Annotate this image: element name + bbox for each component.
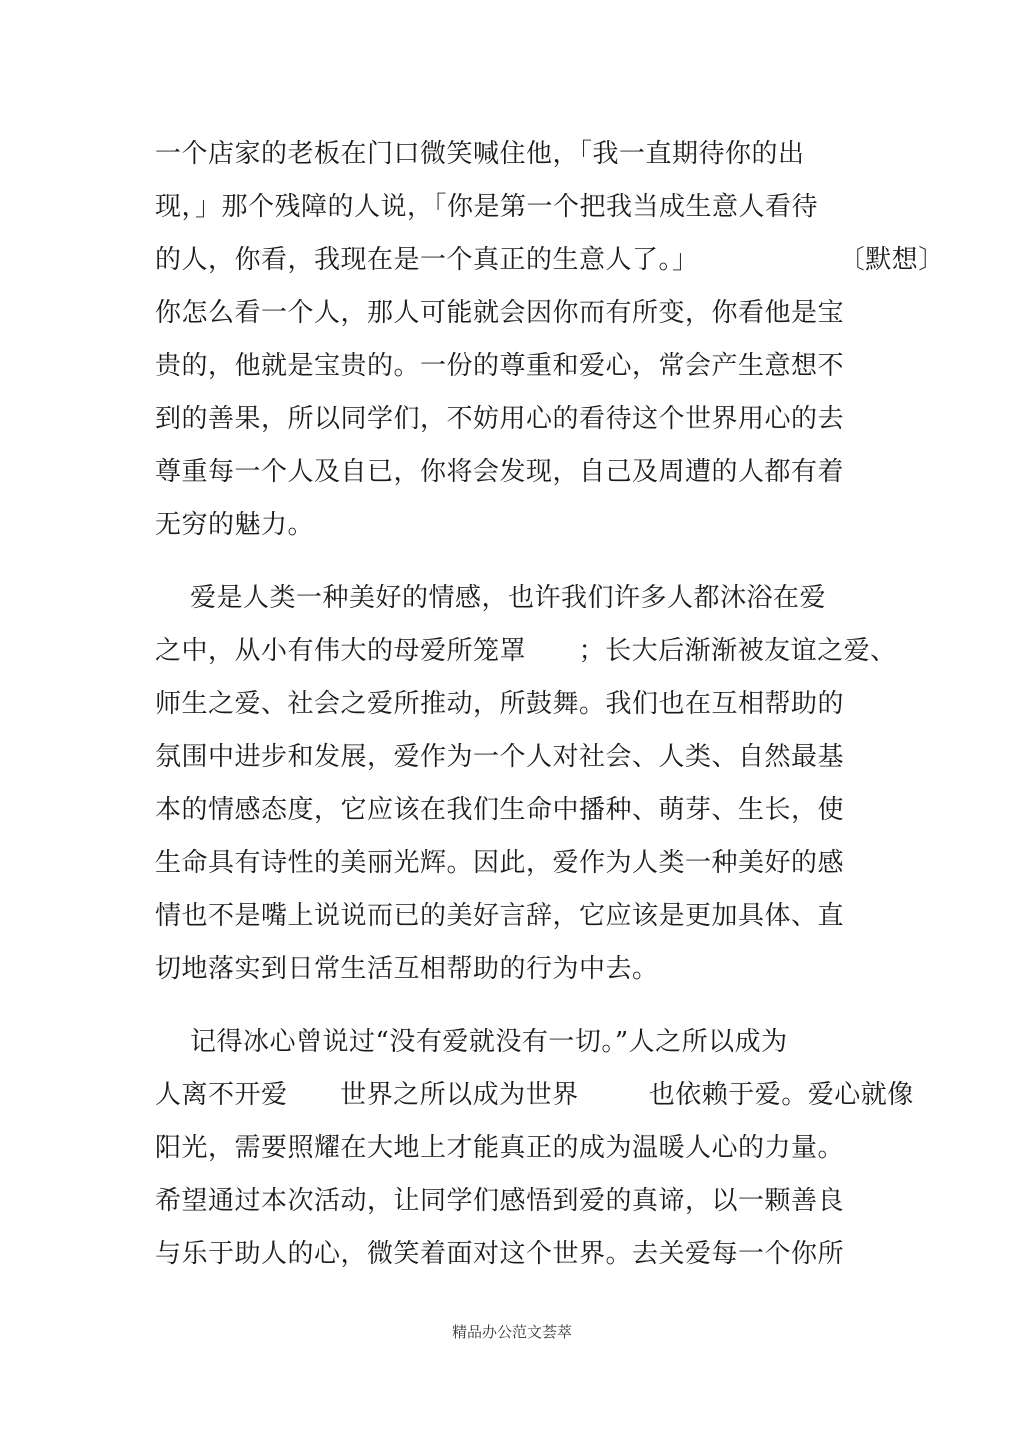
text-line: 氛围中进步和发展，爱作为一个人对社会、人类、自然最基 xyxy=(155,742,845,772)
text-line: 一个店家的老板在门口微笑喊住他，「我一直期待你的出 xyxy=(155,139,805,169)
text-line: 的人，你看，我现在是一个真正的生意人了。」 〔默想〕 xyxy=(155,245,945,275)
text-line: 之中，从小有伟大的母爱所笼罩 ；长大后渐渐被友谊之爱、 xyxy=(155,636,897,666)
text-line: 本的情感态度，它应该在我们生命中播种、萌芽、生长，使 xyxy=(155,795,845,825)
text-line: 希望通过本次活动，让同学们感悟到爱的真谛，以一颗善良 xyxy=(155,1186,845,1216)
text-line: 爱是人类一种美好的情感，也许我们许多人都沐浴在爱 xyxy=(155,583,827,613)
text-line: 记得冰心曾说过“没有爱就没有一切。”人之所以成为 xyxy=(155,1027,788,1057)
text-line: 你怎么看一个人，那人可能就会因你而有所变，你看他是宝 xyxy=(155,298,845,328)
text-line: 与乐于助人的心，微笑着面对这个世界。去关爱每一个你所 xyxy=(155,1239,845,1269)
text-line: 生命具有诗性的美丽光辉。因此，爱作为人类一种美好的感 xyxy=(155,848,845,878)
page-footer: 精品办公范文荟萃 xyxy=(451,1323,572,1341)
text-line: 到的善果，所以同学们，不妨用心的看待这个世界用心的去 xyxy=(155,404,845,434)
text-line: 无穷的魅力。 xyxy=(155,510,315,540)
text-line: 情也不是嘴上说说而已的美好言辞，它应该是更加具体、直 xyxy=(155,901,845,931)
text-line: 现，」那个残障的人说，「你是第一个把我当成生意人看待 xyxy=(155,192,819,222)
text-line: 人离不开爱 世界之所以成为世界 也依赖于爱。爱心就像 xyxy=(155,1080,914,1110)
text-line: 尊重每一个人及自已，你将会发现，自己及周遭的人都有着 xyxy=(155,457,845,487)
text-line: 阳光，需要照耀在大地上才能真正的成为温暖人心的力量。 xyxy=(155,1133,845,1163)
text-line: 师生之爱、社会之爱所推动，所鼓舞。我们也在互相帮助的 xyxy=(155,689,845,719)
text-line: 切地落实到日常生活互相帮助的行为中去。 xyxy=(155,954,659,984)
text-line: 贵的，他就是宝贵的。一份的尊重和爱心，常会产生意想不 xyxy=(155,351,845,381)
